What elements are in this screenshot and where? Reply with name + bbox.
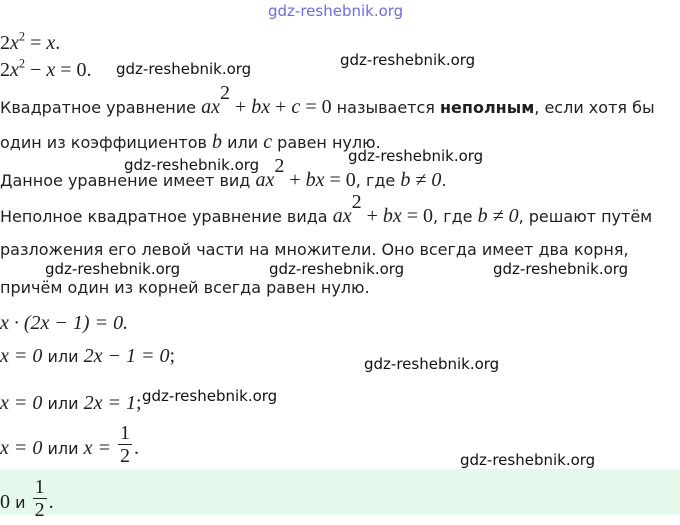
para2-text: . — [441, 171, 447, 190]
eq2-var2: x — [46, 59, 56, 81]
step4-or: или — [42, 439, 84, 458]
step4-left: x = 0 — [0, 437, 43, 459]
answer-box — [0, 469, 680, 515]
watermark[interactable]: gdz-reshebnik.org — [364, 355, 500, 373]
equation-2 — [0, 57, 92, 82]
para3-line1: Неполное квадратное уравнение вида $ax^2$ + bx = 0, где b ≠ 0, решают путём — [0, 191, 653, 227]
para2-text: , где — [355, 171, 401, 190]
para1-line2 — [0, 130, 381, 155]
para3-line3 — [0, 276, 370, 300]
para1-text: Квадратное уравнение — [0, 98, 202, 117]
step2-end: ; — [169, 345, 176, 367]
step4-fraction — [118, 422, 132, 467]
para3-text: разложения его левой части на множители. Оно всегда имеет два корня, — [0, 240, 629, 259]
watermark[interactable]: gdz-reshebnik.org — [348, 147, 484, 165]
eq1-var: x — [10, 32, 19, 54]
para1-text: называется — [331, 98, 440, 117]
watermark[interactable]: gdz-reshebnik.org — [493, 260, 629, 278]
eq1-end: . — [55, 32, 61, 54]
coef-c: c — [263, 131, 273, 153]
eq1-exp: 2 — [18, 29, 26, 44]
answer-fraction — [33, 476, 47, 521]
para3-text: Неполное квадратное уравнение вида — [0, 207, 333, 226]
watermark[interactable]: gdz-reshebnik.org — [116, 60, 252, 78]
coef-b: b — [212, 131, 222, 153]
equation-1 — [0, 30, 60, 55]
para1-text: или — [222, 133, 264, 152]
watermark[interactable]: gdz-reshebnik.org — [124, 156, 260, 174]
step1-equation: x · (2x − 1) = 0. — [0, 312, 129, 334]
watermark[interactable]: gdz-reshebnik.org — [340, 51, 476, 69]
para3-text: , решают путём — [518, 207, 653, 226]
eq2-var: x — [10, 59, 19, 81]
para2-text: Данное уравнение имеет вид — [0, 171, 256, 190]
answer-and: и — [10, 493, 31, 512]
eq2-rel: = — [55, 59, 77, 81]
para3-condition: b ≠ 0 — [477, 205, 519, 227]
eq1-rhs: x — [46, 32, 56, 54]
step3-left: x = 0 — [0, 392, 43, 414]
eq1-coef: 2 — [0, 32, 10, 54]
para3-text: , где — [433, 207, 478, 226]
para1-text: равен нулю. — [272, 133, 381, 152]
answer-numerator: 1 — [34, 476, 45, 498]
step-2 — [0, 343, 175, 369]
step3-or: или — [42, 394, 84, 413]
eq2-rhs: 0 — [76, 59, 87, 81]
para1-bold-term: неполным — [440, 98, 535, 117]
para2-line: Данное уравнение имеет вид $ax^2$ + bx = 0, где b ≠ 0. — [0, 155, 447, 191]
step2-right: 2x − 1 = 0 — [83, 345, 170, 367]
para3-line2 — [0, 238, 629, 262]
answer-end: . — [48, 491, 54, 513]
step4-numerator: 1 — [119, 422, 130, 444]
answer-root-1: 0 — [0, 491, 10, 513]
eq2-coef: 2 — [0, 59, 10, 81]
step3-end: ; — [135, 392, 142, 414]
para1-text: один из коэффициентов — [0, 133, 212, 152]
eq2-exp: 2 — [18, 56, 26, 71]
watermark[interactable]: gdz-reshebnik.org — [45, 260, 181, 278]
para1-text: , если хотя бы — [534, 98, 655, 117]
step2-left: x = 0 — [0, 345, 43, 367]
step2-or: или — [42, 347, 84, 366]
step4-denominator: 2 — [119, 445, 130, 467]
eq2-minus: − — [25, 59, 47, 81]
watermark[interactable]: gdz-reshebnik.org — [460, 451, 596, 469]
step4-right: x = — [83, 437, 116, 459]
eq1-rel: = — [25, 32, 47, 54]
step3-right: 2x = 1 — [83, 392, 136, 414]
watermark-top[interactable]: gdz-reshebnik.org — [268, 2, 404, 20]
eq2-end: . — [86, 59, 92, 81]
step-3 — [0, 390, 142, 416]
step4-end: . — [133, 437, 139, 459]
para1-line1: Квадратное уравнение $ax^2$ + bx + c = 0 называется неполным, если хотя бы — [0, 82, 655, 118]
para2-condition: b ≠ 0 — [400, 169, 442, 191]
answer — [0, 476, 54, 525]
answer-denominator: 2 — [34, 499, 45, 521]
step-1 — [0, 310, 128, 335]
watermark[interactable]: gdz-reshebnik.org — [269, 260, 405, 278]
para3-text: причём один из корней всегда равен нулю. — [0, 278, 370, 297]
watermark[interactable]: gdz-reshebnik.org — [142, 387, 278, 405]
step-4 — [0, 422, 139, 471]
